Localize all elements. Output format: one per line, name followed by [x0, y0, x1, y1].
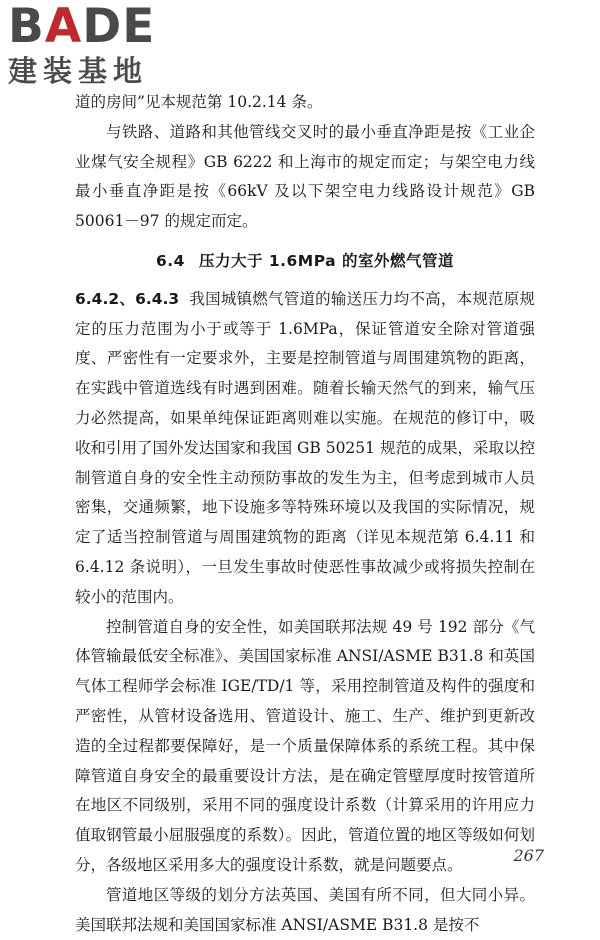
section-heading — [75, 247, 535, 277]
paragraph-location-class: 管道地区等级的划分方法英国、美国有所不同，但大同小异。美国联邦法规和美国国家标准 ANSI/ASME B31.8 是按不 — [75, 885, 535, 934]
clause-number: 6.4.2、6.4.3 — [75, 289, 180, 308]
paragraph-pipeline-safety: 控制管道自身的安全性，如美国联邦法规 49 号 192 部分《气体管输最低安全标准》、美国国家标准 ANSI/ASME B31.8 和英国气体工程师学会标准 IGE/TD/1 等，采用控制管道及构件的强度和严密性，从管材设备选用、管道设计、施工、生产、维护到更新改造的全过程都要保障好，是一个质量保障体系的系统工程。其中保障管道自身安全的最重要设计方法，是在确定管壁厚度时按管道所在地区不同级别，采用不同的强度设计系数（计算采用的许用应力值取钢管最小屈服强度的系数）。因此，管道位置的地区等级如何划分，各级地区采用多大的强度设计系数，就是问题要点。 — [75, 617, 535, 874]
page-body — [75, 88, 535, 940]
logo-subtitle: 建装基地 — [8, 54, 149, 88]
paragraph-continuation: 道的房间”见本规范第 10.2.14 条。 — [75, 93, 323, 111]
logo-brand-text: BADE — [8, 0, 156, 54]
logo-accent-letter: A — [44, 0, 83, 54]
clause-text: 我国城镇燃气管道的输送压力均不高，本规范原规定的压力范围为小于或等于 1.6MPa，保证管道安全除对管道强度、严密性有一定要求外，主要是控制管道与周围建筑物的距离，在实践中管道选线有时遇到困难。随着长输天然气的到来，输气压力必然提高，如果单纯保证距离则难以实施。在规范的修订中，吸收和引用了国外发达国家和我国 GB 50251 规范的成果，采取以控制管道自身的安全性主动预防事故的发生为主，但考虑到城市人员密集，交通频繁，地下设施多等特殊环境以及我国的实际情况，规定了适当控制管道与周围建筑物的距离（详见本规范第 6.4.11 和 6.4.12 条说明），一旦发生事故时使恶性事故减少或将损失控制在较小的范围内。 — [75, 289, 535, 606]
clause-paragraph — [75, 285, 535, 613]
page-number: 267 — [513, 846, 544, 865]
paragraph-crossing-distance: 与铁路、道路和其他管线交叉时的最小垂直净距是按《工业企业煤气安全规程》GB 6222 和上海市的规定而定；与架空电力线最小垂直净距是按《66kV 及以下架空电力线路设计规范》GB 50061－97 的规定而定。 — [75, 122, 535, 231]
section-number: 6.4 — [155, 251, 185, 270]
publisher-logo — [8, 0, 178, 88]
section-title-text: 压力大于 1.6MPa 的室外燃气管道 — [198, 251, 455, 270]
